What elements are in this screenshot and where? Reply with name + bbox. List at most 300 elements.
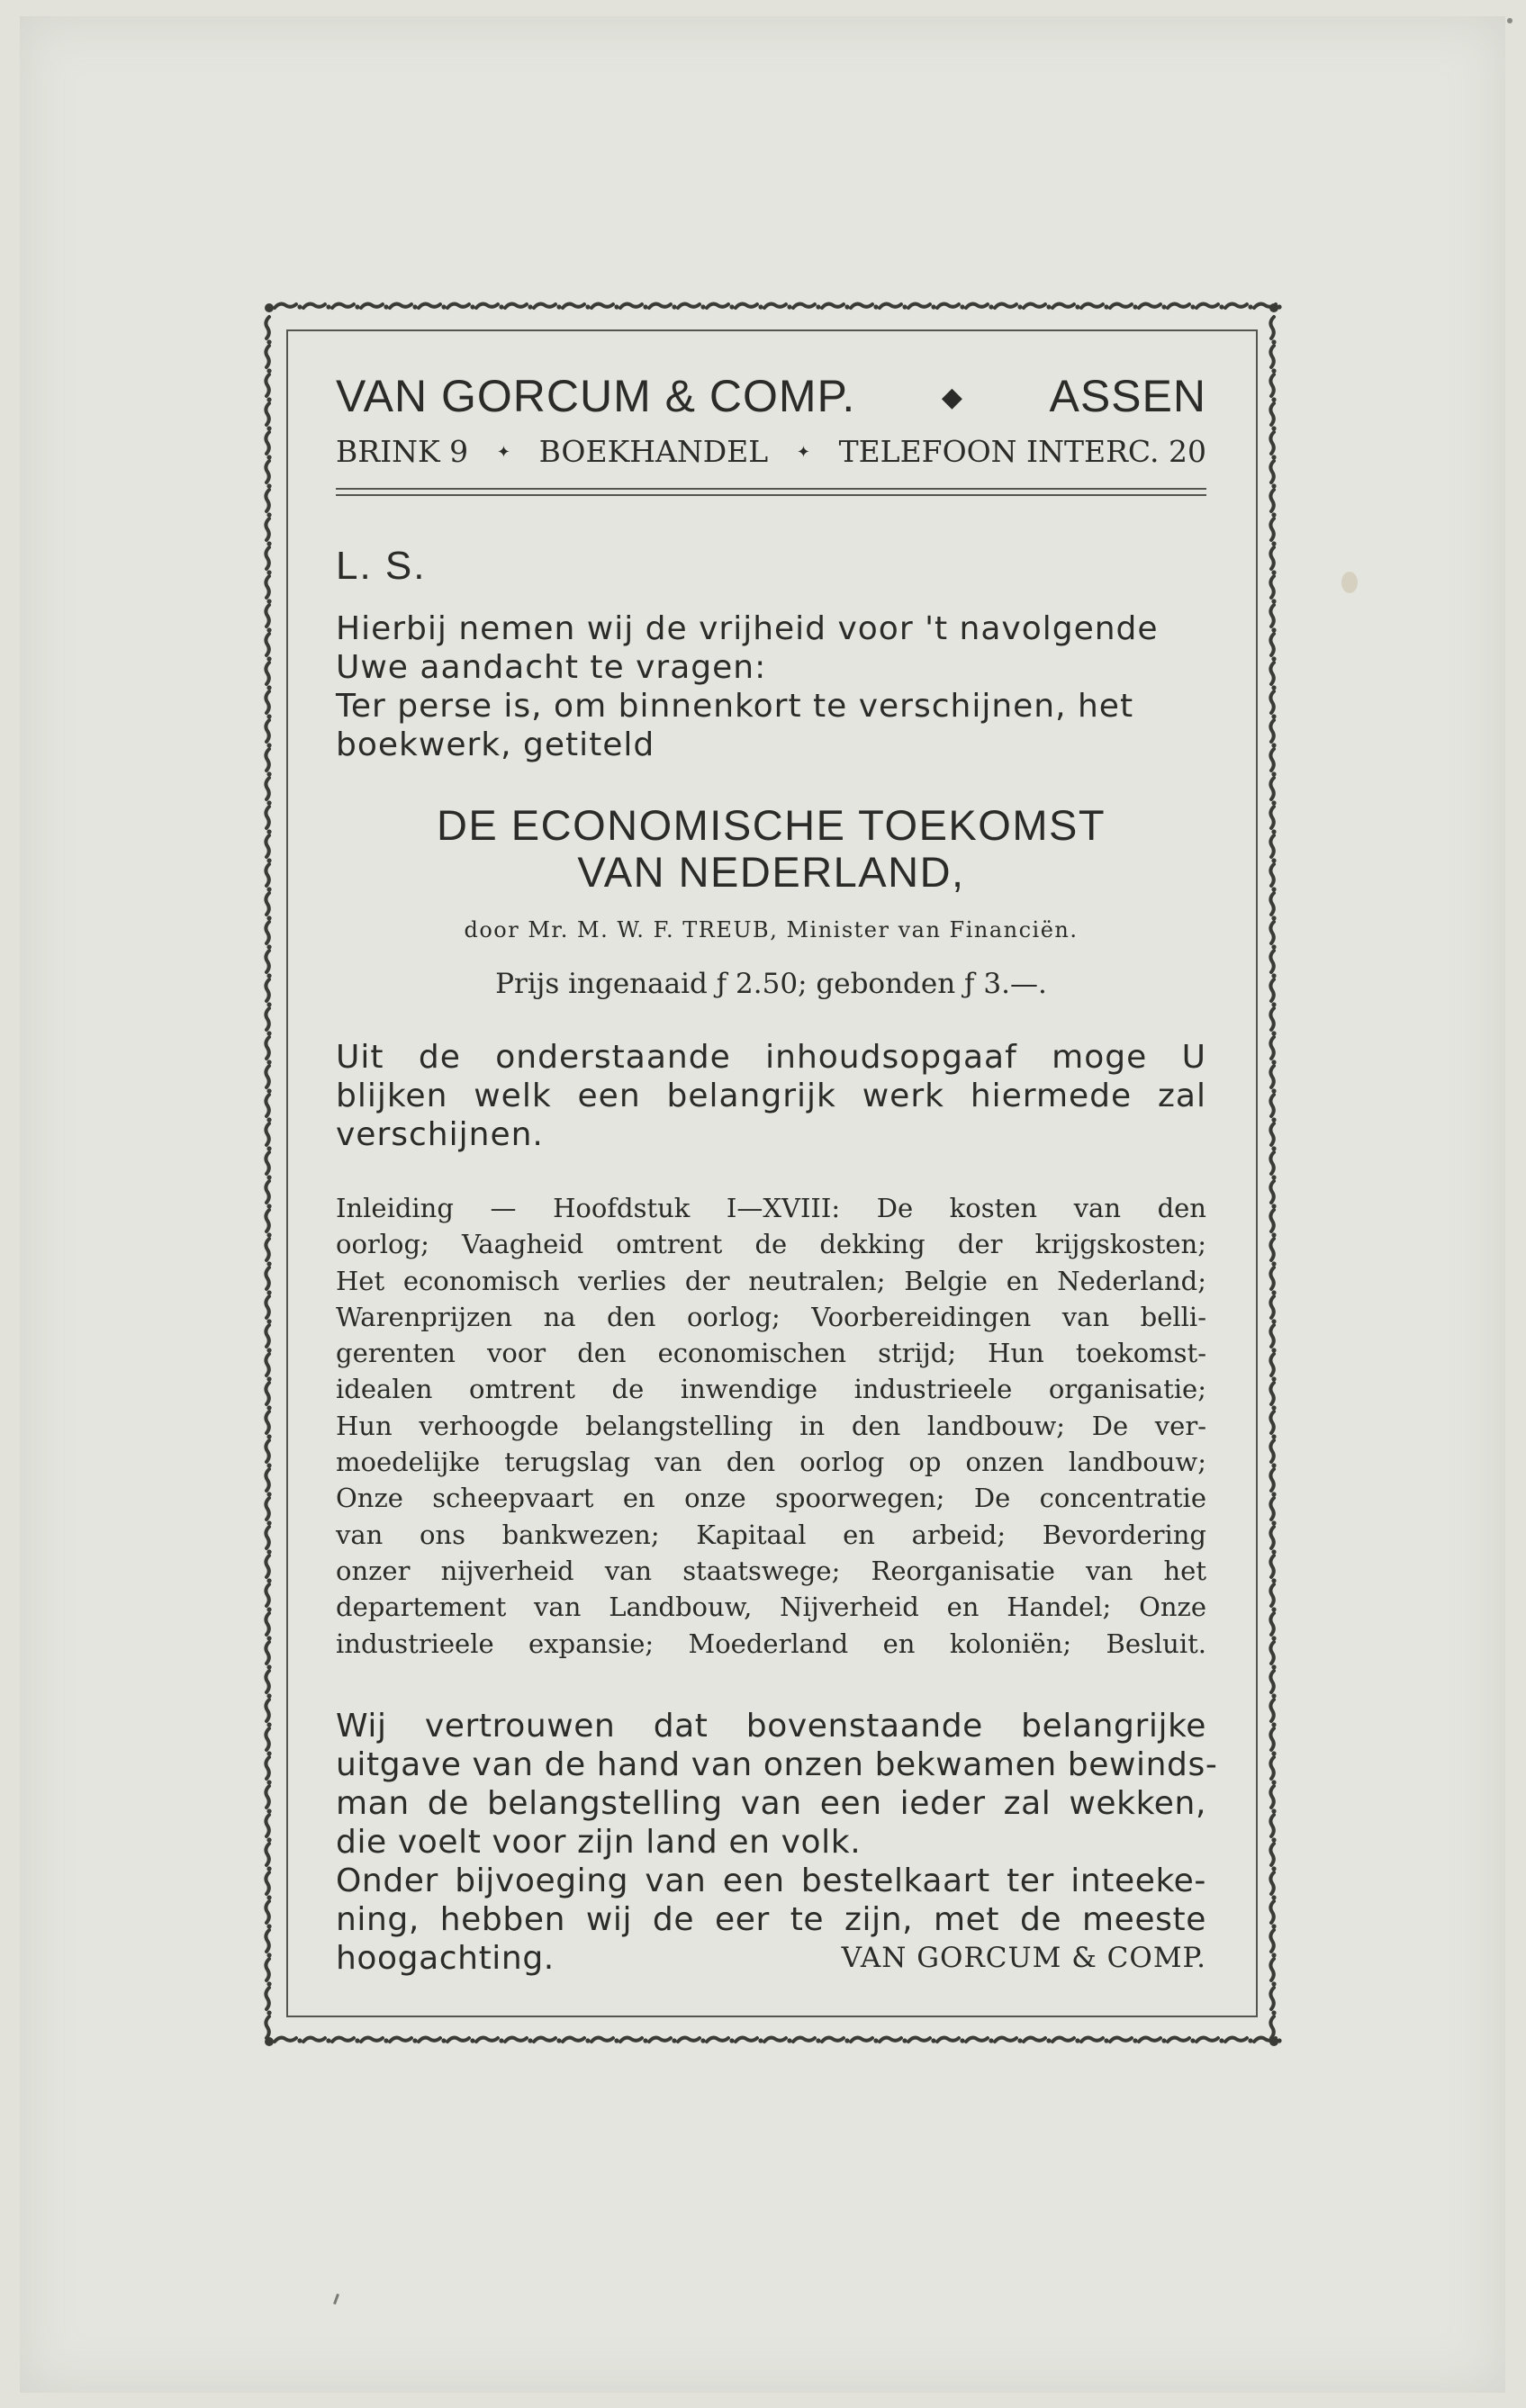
closing-line: man de belangstelling van een ieder zal wekken, [336,1784,1206,1822]
ornament-segment [1270,1037,1274,1059]
ornament-segment [1270,1181,1274,1203]
intro-line: boekwerk, getiteld [336,726,655,763]
ornament-segment [266,1895,271,1899]
closing-word: hoogachting. [336,1939,555,1977]
ornament-segment [1168,304,1189,308]
ornament-segment [1110,304,1132,308]
ornament-segment [1270,951,1274,972]
toc-line: moedelijke terugslag van den oorlog op onzen landbouw; [336,1447,1206,1478]
ornament-segment [499,304,503,309]
ornament-segment [1270,1267,1274,1289]
ornament-segment [266,979,269,1001]
ornament-segment [1104,304,1108,309]
ornament-segment [902,2038,907,2043]
ornament-segment [1270,691,1274,713]
ornament-segment [1104,2038,1108,2043]
ornament-segment [297,304,302,309]
ornament-segment [1270,317,1274,338]
ornament-segment [476,2038,498,2042]
ornament-segment [266,1348,271,1352]
ornament-segment [266,1060,271,1064]
ornament-segment [1270,979,1274,1001]
ornament-segment [412,2038,417,2043]
ornament-segment [787,304,791,309]
ornament-segment [470,304,474,309]
ornament-segment [266,1815,269,1836]
ornament-segment [266,1664,271,1669]
ornament-segment [585,304,590,309]
ornament-segment [1270,1700,1274,1721]
ornament-segment [265,2037,274,2046]
ornament-segment [266,1261,271,1266]
toc-line: Hun verhoogde belangstelling in den landbouw; De ver- [336,1410,1206,1441]
star-separator-icon: ✦ [496,443,510,462]
ornament-segment [326,304,330,309]
ornament-segment [643,2038,647,2043]
ornament-segment [266,1095,269,1116]
ornament-segment [1270,1844,1274,1865]
ornament-segment [1271,1895,1276,1899]
ornament-segment [266,1031,271,1035]
ornament-segment [873,2038,878,2043]
publisher-address: BRINK 9 [336,434,469,469]
letter-content [336,369,1218,1978]
toc-line: oorlog; Vaagheid omtrent de dekking der krijgskosten; [336,1229,1206,1260]
ornament-segment [266,656,271,661]
ornament-segment [822,304,844,308]
ornament-segment [1271,829,1276,834]
ornament-segment [1248,304,1252,309]
book-title-line: VAN NEDERLAND, [577,848,965,896]
ornament-segment [412,304,417,309]
ornament-segment [672,2038,676,2043]
ornament-segment [1075,2038,1079,2043]
ornament-segment [1270,1815,1274,1836]
ornament-segment [649,304,671,308]
ornament-segment [266,1700,269,1721]
ornament-segment [266,397,271,401]
publisher-phone: TELEFOON INTERC. 20 [838,434,1206,469]
ornament-segment [1271,1780,1276,1784]
ornament-segment [1270,778,1274,799]
ornament-segment [1196,2038,1218,2042]
ornament-segment [266,663,269,684]
ornament-segment [266,1325,269,1347]
ornament-segment [960,304,964,309]
ornament-segment [1271,1578,1276,1583]
letterhead-line-1 [336,369,1206,430]
ornament-segment [1271,1060,1276,1064]
ornament-segment [736,304,757,308]
ornament-segment [266,835,269,857]
ornament-segment [266,743,271,747]
ornament-segment [266,1636,271,1640]
ornament-segment [266,1152,269,1174]
ornament-segment [1271,887,1276,891]
ornament-segment [816,304,820,309]
ornament-segment [1133,304,1137,309]
ornament-segment [332,2038,354,2042]
ornament-segment [266,1584,269,1606]
ornament-segment [1270,1872,1274,1894]
ornament-segment [1248,2038,1252,2043]
ornament-segment [1271,1751,1276,1755]
ornament-segment [266,951,269,972]
ornament-segment [266,1008,269,1030]
ornament-segment [1270,1469,1274,1491]
ornament-segment [266,858,271,862]
ornament-segment [1270,922,1274,943]
ornament-segment [355,2038,359,2043]
ornament-segment [1219,2038,1224,2043]
ornament-segment [1190,2038,1195,2043]
ornament-segment [266,1549,271,1554]
ornament-segment [1271,1146,1276,1150]
ornament-segment [266,915,271,920]
ornament-segment [1225,2038,1247,2042]
ornament-segment [758,2038,763,2043]
ornament-segment [1271,2010,1276,2015]
corner-mark [1507,18,1512,23]
ornament-segment [266,1613,269,1635]
ornament-segment [591,304,613,308]
ornament-segment [1271,685,1276,690]
ornament-segment [1271,512,1276,517]
ornament-segment [266,1520,271,1525]
ornament-segment [649,2038,671,2042]
ornament-segment [1271,1607,1276,1611]
signature: VAN GORCUM & COMP. [841,1941,1206,1974]
ornament-segment [534,304,555,308]
contents-intro-paragraph [336,1038,1206,1154]
intro-line: Hierbij nemen wij de vrijheid voor 't navolgende [336,610,1159,647]
ornament-segment [966,2038,988,2042]
closing-line: uitgave van de hand van onzen bekwamen bewinds- [336,1745,1218,1783]
ornament-segment [266,691,269,713]
ornament-segment [1270,605,1274,627]
ornament-segment [266,1181,269,1203]
ornament-segment [1075,304,1079,309]
ornament-segment [1271,339,1276,344]
ornament-segment [266,1930,269,1952]
ornament-segment [1270,1901,1274,1923]
ornament-segment [1271,858,1276,862]
ornament-segment [1270,864,1274,886]
ornament-segment [1271,1348,1276,1352]
ornament-segment [672,304,676,309]
ornament-segment [1270,1239,1274,1260]
ornament-segment [1270,1498,1274,1520]
ornament-segment [266,1117,271,1122]
ornament-segment [1168,2038,1189,2042]
ornament-segment [266,1578,271,1583]
ornament-segment [1270,1411,1274,1433]
ornament-segment [1269,2037,1278,2046]
ornament-segment [266,1296,269,1318]
ornament-segment [1270,807,1274,828]
ornament-segment [470,2038,474,2043]
ornament-segment [266,1837,271,1842]
ornament-segment [266,829,271,834]
ornament-segment [1271,1664,1276,1669]
ornament-segment [1270,1527,1274,1548]
ornament-segment [266,1267,269,1289]
toc-line: Inleiding — Hoofdstuk I—XVIII: De kosten van den [336,1193,1206,1223]
ornament-segment [266,973,271,978]
ornament-segment [266,778,269,799]
ornament-segment [505,304,527,308]
ornament-segment [1271,1290,1276,1294]
ornament-segment [1270,1095,1274,1116]
ornament-segment [266,426,271,430]
ornament-segment [591,2038,613,2042]
ornament-segment [1271,714,1276,718]
ornament-segment [266,432,269,454]
ornament-segment [1271,1953,1276,1957]
ornament-segment [1271,1376,1276,1381]
ornament-segment [266,1232,271,1237]
ornament-segment [1270,1210,1274,1231]
ornament-segment [844,304,849,309]
ornament-segment [1270,1959,1274,1980]
ornament-segment [1081,2038,1103,2042]
ornament-segment [1270,1728,1274,1750]
ornament-segment [1271,1722,1276,1727]
ornament-segment [266,605,269,627]
ornament-segment [614,304,619,309]
ornament-segment [1270,749,1274,771]
ornament-segment [902,304,907,309]
ornament-segment [822,2038,844,2042]
ornament-segment [1270,1786,1274,1808]
ornament-segment [266,1405,271,1410]
ornament-segment [534,2038,555,2042]
letterhead-line-2 [336,432,1206,477]
ornament-segment [303,2038,325,2042]
ornament-segment [266,807,269,828]
ornament-segment [266,893,269,915]
ornament-segment [441,2038,446,2043]
ornament-segment [266,1498,269,1520]
ornament-segment [1271,627,1276,632]
ornament-segment [1225,304,1247,308]
closing-line: ning, hebben wij de eer te zijn, met de meeste [336,1900,1206,1938]
ornament-segment [266,1780,271,1784]
paper-stain [1341,572,1358,593]
toc-line: Warenprijzen na den oorlog; Voorbereidingen van belli- [336,1301,1206,1332]
ornament-segment [563,2038,584,2042]
ornament-segment [787,2038,791,2043]
ornament-segment [266,1492,271,1496]
ornament-segment [585,2038,590,2043]
ornament-segment [390,2038,411,2042]
ornament-segment [266,1953,271,1957]
ornament-segment [1270,1988,1274,2009]
ornament-segment [266,944,271,949]
ornament-segment [266,461,269,483]
closing-line: Onder bijvoeging van een bestelkaart ter inteeke- [336,1862,1206,1899]
ornament-segment [476,304,498,308]
ornament-segment [1110,2038,1132,2042]
toc-line: Het economisch verlies der neutralen; Belgie en Nederland; [336,1265,1206,1296]
diamond-separator-icon: ◆ [941,383,963,412]
ornament-segment [266,1290,271,1294]
star-separator-icon: ✦ [796,443,810,462]
ornament-segment [937,304,959,308]
ornament-segment [764,304,786,308]
table-of-contents [336,1190,1206,1662]
toc-line: departement van Landbouw, Nijverheid en Handel; Onze [336,1592,1206,1623]
ornament-segment [1161,304,1166,309]
ornament-segment [1271,1319,1276,1323]
ornament-segment [1271,1636,1276,1640]
ornament-segment [384,2038,388,2043]
ornament-segment [1270,1671,1274,1692]
toc-line: Onze scheepvaart en onze spoorwegen; De concentratie [336,1483,1206,1514]
ornament-segment [447,304,469,308]
intro-paragraph [336,609,1206,764]
ornament-segment [266,800,271,805]
ornament-segment [361,304,383,308]
closing-line: die voelt voor zijn land en volk. [336,1823,862,1861]
ornament-segment [931,304,935,309]
ornament-segment [266,576,269,598]
ornament-segment [1270,1123,1274,1145]
ornament-segment [1270,720,1274,742]
ornament-segment [441,304,446,309]
ornament-segment [266,1722,271,1727]
ornament-segment [1271,570,1276,574]
ornament-segment [1271,1261,1276,1266]
ornament-segment [1271,483,1276,488]
ornament-segment [266,1066,269,1087]
ornament-segment [1271,1463,1276,1467]
ornament-segment [390,304,411,308]
ornament-segment [266,1693,271,1698]
ornament-segment [266,1175,271,1179]
ornament-segment [764,2038,786,2042]
ornament-segment [266,714,271,718]
ornament-segment [931,2038,935,2043]
ornament-segment [1271,973,1276,978]
ornament-segment [447,2038,469,2042]
ornament-segment [1271,1002,1276,1006]
salutation: L. S. [336,544,427,588]
ornament-segment [1270,1757,1274,1779]
ornament-segment [266,1383,269,1404]
book-title [336,802,1206,896]
ornament-segment [729,304,734,309]
ornament-segment [266,483,271,488]
ornament-segment [1271,1924,1276,1928]
ornament-segment [266,2016,269,2038]
ornament-segment [1271,656,1276,661]
ornament-segment [266,1204,271,1208]
ornament-segment [266,1434,271,1438]
publisher-city: ASSEN [1049,371,1206,421]
ornament-segment [1270,835,1274,857]
ornament-segment [266,1002,271,1006]
ornament-segment [1271,800,1276,805]
ornament-segment [1270,1354,1274,1375]
ornament-segment [266,374,269,396]
ornament-segment [1271,1520,1276,1525]
ornament-segment [1270,1383,1274,1404]
ornament-segment [266,1239,269,1260]
ornament-segment [793,2038,815,2042]
ornament-segment [736,2038,757,2042]
ornament-segment [1017,304,1022,309]
ornament-segment [908,2038,930,2042]
ornament-segment [707,304,728,308]
ornament-segment [873,304,878,309]
ornament-segment [266,720,269,742]
ornament-segment [1271,1031,1276,1035]
ornament-segment [1270,1152,1274,1174]
ornament-segment [1271,743,1276,747]
ornament-segment [1271,1808,1276,1813]
ornament-segment [419,2038,440,2042]
ornament-segment [266,1866,271,1871]
ornament-segment [1271,368,1276,373]
ornament-segment [844,2038,849,2043]
ornament-segment [266,771,271,776]
ornament-segment [1270,1642,1274,1664]
ornament-segment [1271,915,1276,920]
ornament-segment [1271,1981,1276,1986]
ornament-segment [275,2038,296,2042]
intro-line: Uwe aandacht te vragen: [336,649,767,686]
ornament-segment [1270,374,1274,396]
ornament-segment [1270,547,1274,569]
ornament-segment [266,1988,269,2009]
ornament-segment [266,512,271,517]
ornament-segment [266,1123,269,1145]
ornament-segment [266,1728,269,1750]
ornament-segment [528,2038,532,2043]
ornament-segment [266,403,269,425]
ornament-segment [1271,771,1276,776]
ornament-segment [1270,1325,1274,1347]
ornament-segment [1271,1492,1276,1496]
ornament-segment [384,304,388,309]
ornament-segment [1271,1088,1276,1093]
ornament-segment [563,304,584,308]
ornament-segment [1271,1405,1276,1410]
ornament-segment [880,304,901,308]
ornament-segment [1271,1117,1276,1122]
contents-intro-line: Uit de onderstaande inhoudsopgaaf moge U [336,1039,1206,1076]
ornament-segment [1270,634,1274,655]
ornament-segment [1270,576,1274,598]
ornament-segment [266,599,271,603]
letterhead-rule [336,488,1206,496]
ornament-segment [1271,1175,1276,1179]
ornament-segment [1271,1204,1276,1208]
ornament-segment [1270,893,1274,915]
ornament-segment [1081,304,1103,308]
ornament-segment [1017,2038,1022,2043]
ornament-segment [1139,2038,1160,2042]
ornament-segment [1270,1930,1274,1952]
ornament-segment [989,304,993,309]
ornament-segment [266,1981,271,1986]
book-title-line: DE ECONOMISCHE TOEKOMST [436,801,1106,849]
ornament-segment [1270,1440,1274,1462]
ornament-segment [266,1786,269,1808]
ornament-segment [266,1556,269,1577]
ornament-segment [1270,1556,1274,1577]
